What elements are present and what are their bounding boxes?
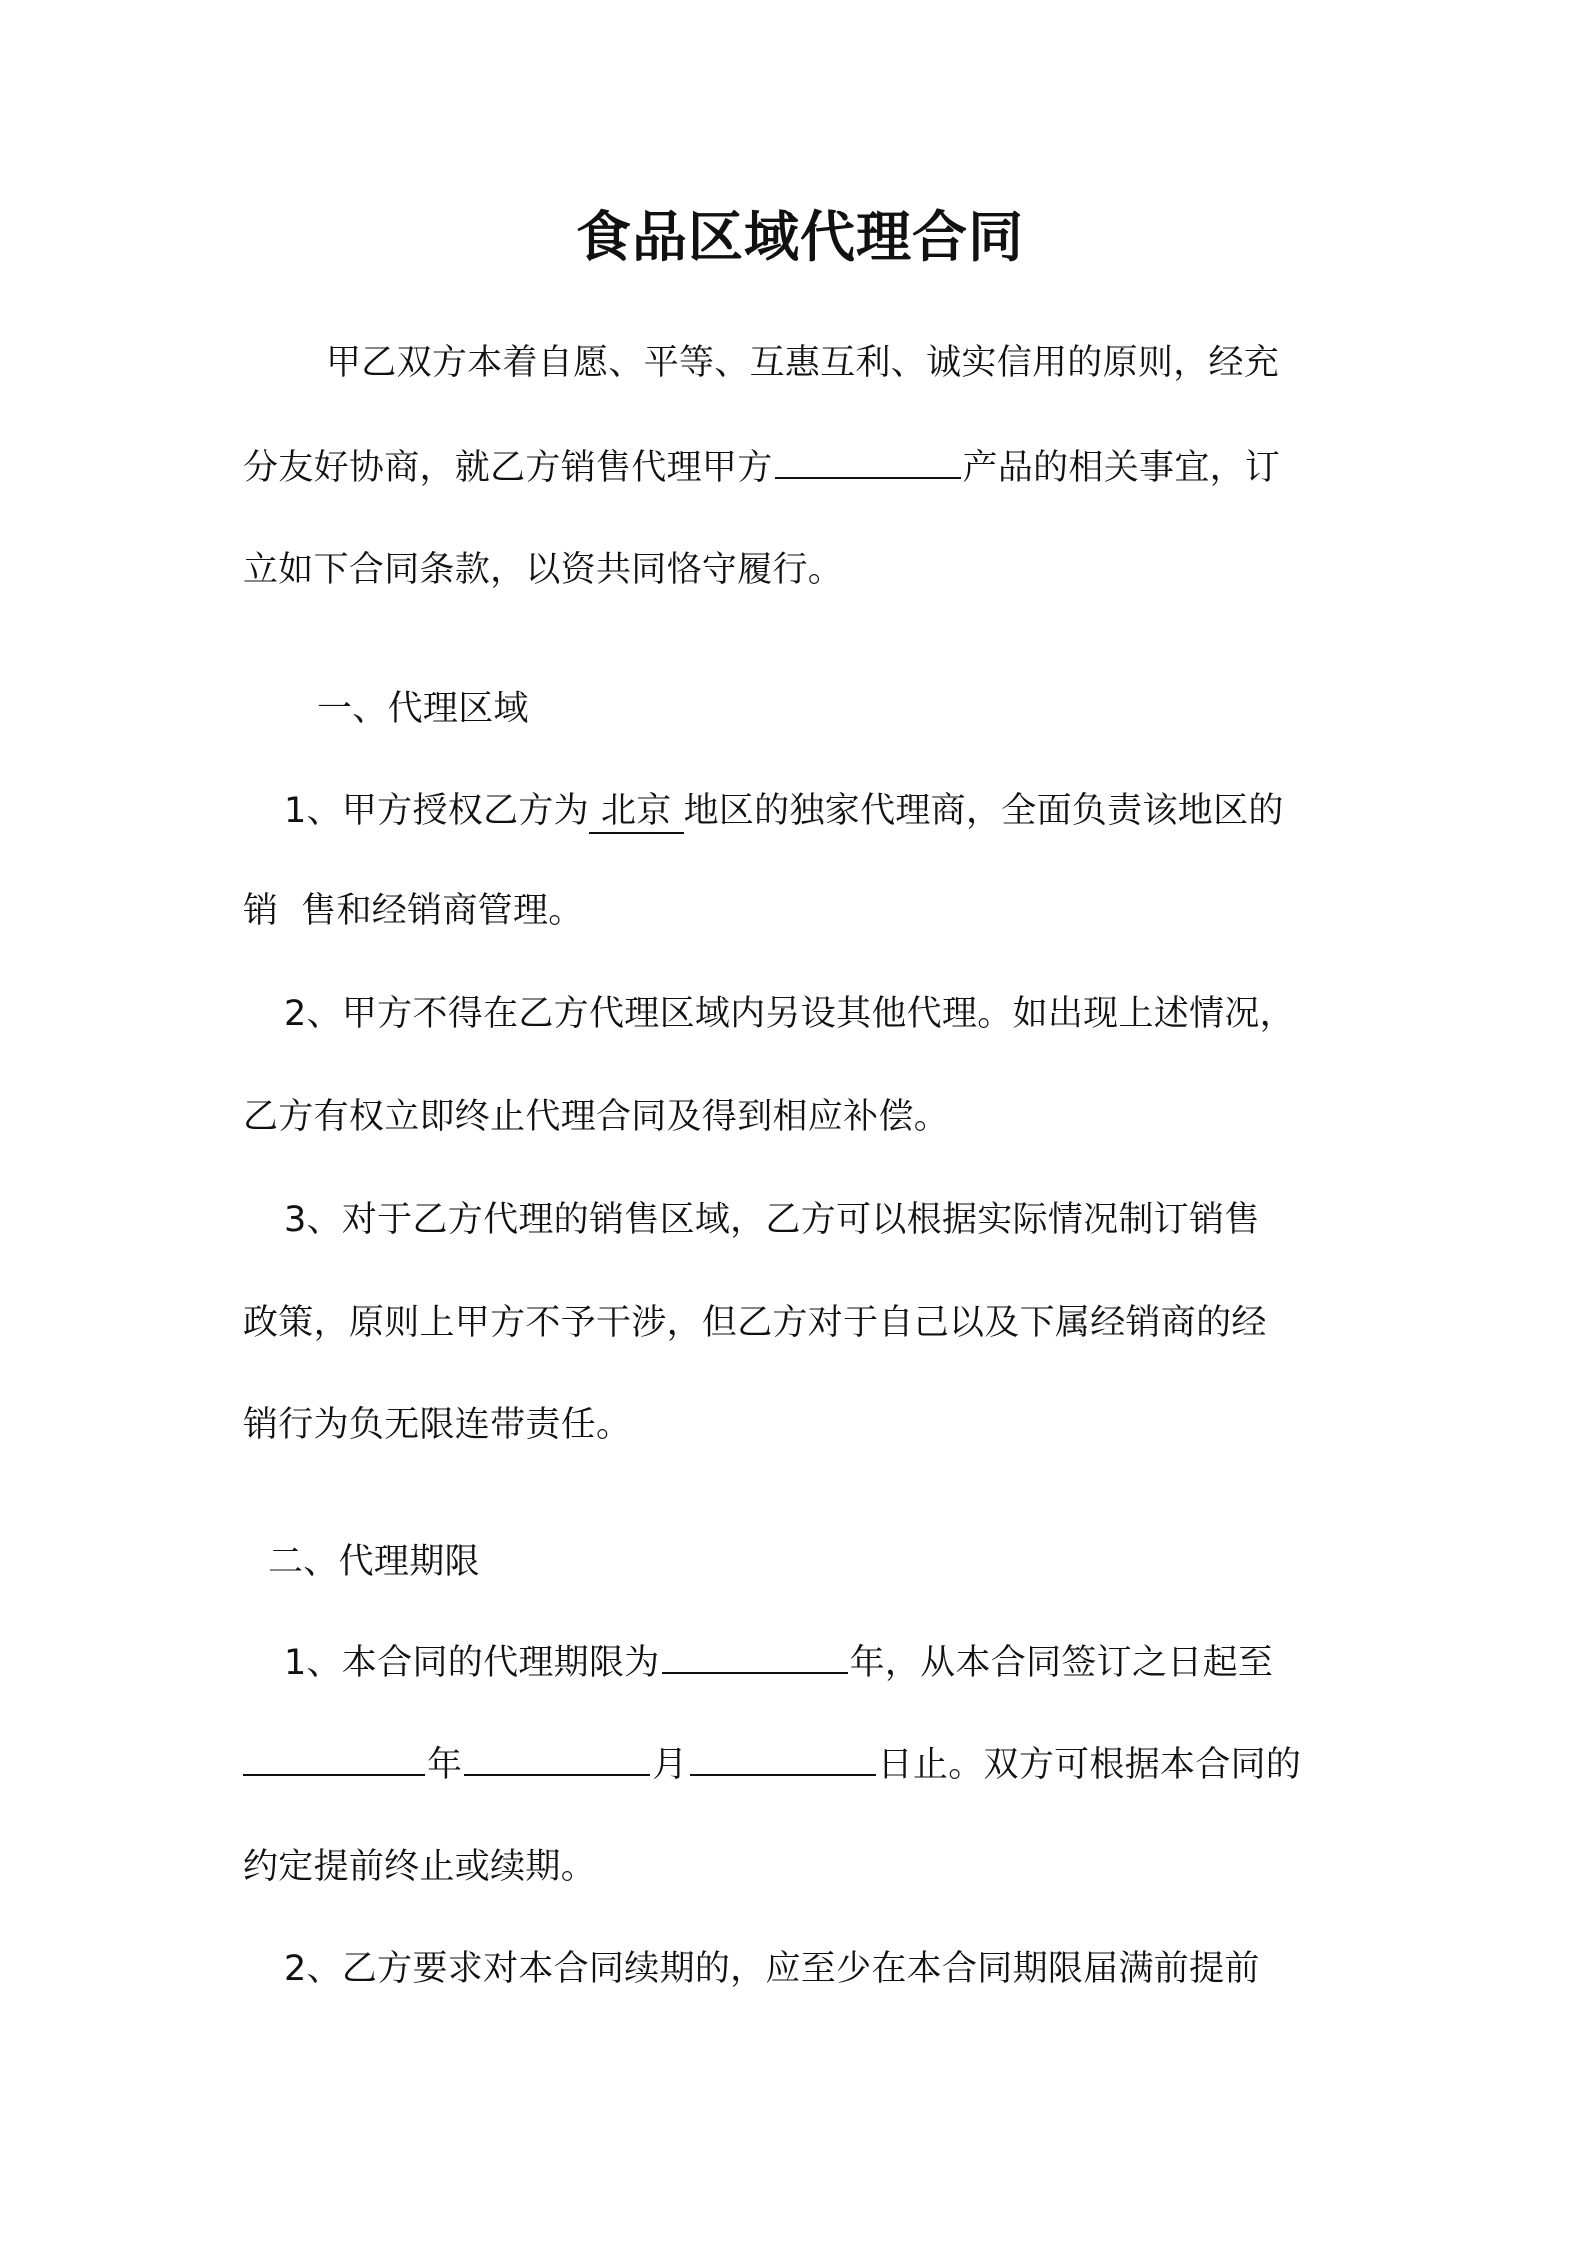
term-years-blank bbox=[662, 1640, 848, 1674]
end-year-blank bbox=[243, 1742, 425, 1776]
section-2-item-2-line-1: 2、乙方要求对本合同续期的，应至少在本合同期限届满前提前 bbox=[284, 1949, 1260, 1989]
section-1-item-2-line-2: 乙方有权立即终止代理合同及得到相应补偿。 bbox=[243, 1097, 950, 1137]
section-1-item-3-line-2: 政策，原则上甲方不予干涉，但乙方对于自己以及下属经销商的经 bbox=[243, 1303, 1267, 1343]
intro-line-3: 立如下合同条款，以资共同恪守履行。 bbox=[243, 550, 844, 590]
section-1-item-3-line-3: 销行为负无限连带责任。 bbox=[243, 1405, 632, 1445]
section-1-item-2-line-1: 2、甲方不得在乙方代理区域内另设其他代理。如出现上述情况， bbox=[284, 994, 1295, 1034]
product-name-blank bbox=[775, 445, 961, 479]
section-2-item-1-line-1: 1、本合同的代理期限为 年，从本合同签订之日起至 bbox=[284, 1638, 1273, 1688]
intro-line-1: 甲乙双方本着自愿、平等、互惠互利、诚实信用的原则，经充 bbox=[326, 343, 1280, 383]
section-2-item-1-line-2: 年 月 日止。双方可根据本合同的 bbox=[243, 1740, 1301, 1790]
end-day-blank bbox=[690, 1742, 876, 1776]
end-month-blank bbox=[464, 1742, 650, 1776]
section-2-item-1-line-3: 约定提前终止或续期。 bbox=[243, 1847, 597, 1887]
section-2-heading: 二、代理期限 bbox=[268, 1542, 480, 1582]
intro-line-2: 分友好协商，就乙方销售代理甲方 产品的相关事宜，订 bbox=[243, 443, 1280, 493]
section-1-item-1-line-1: 1、甲方授权乙方为 北京 地区的独家代理商，全面负责该地区的 bbox=[284, 786, 1284, 836]
document-title: 食品区域代理合同 bbox=[575, 205, 1024, 269]
section-1-item-3-line-1: 3、对于乙方代理的销售区域，乙方可以根据实际情况制订销售 bbox=[284, 1200, 1260, 1240]
section-1-heading: 一、代理区域 bbox=[317, 689, 529, 729]
region-fill: 北京 bbox=[589, 790, 684, 834]
section-1-item-1-line-2: 销 售和经销商管理。 bbox=[243, 891, 584, 931]
